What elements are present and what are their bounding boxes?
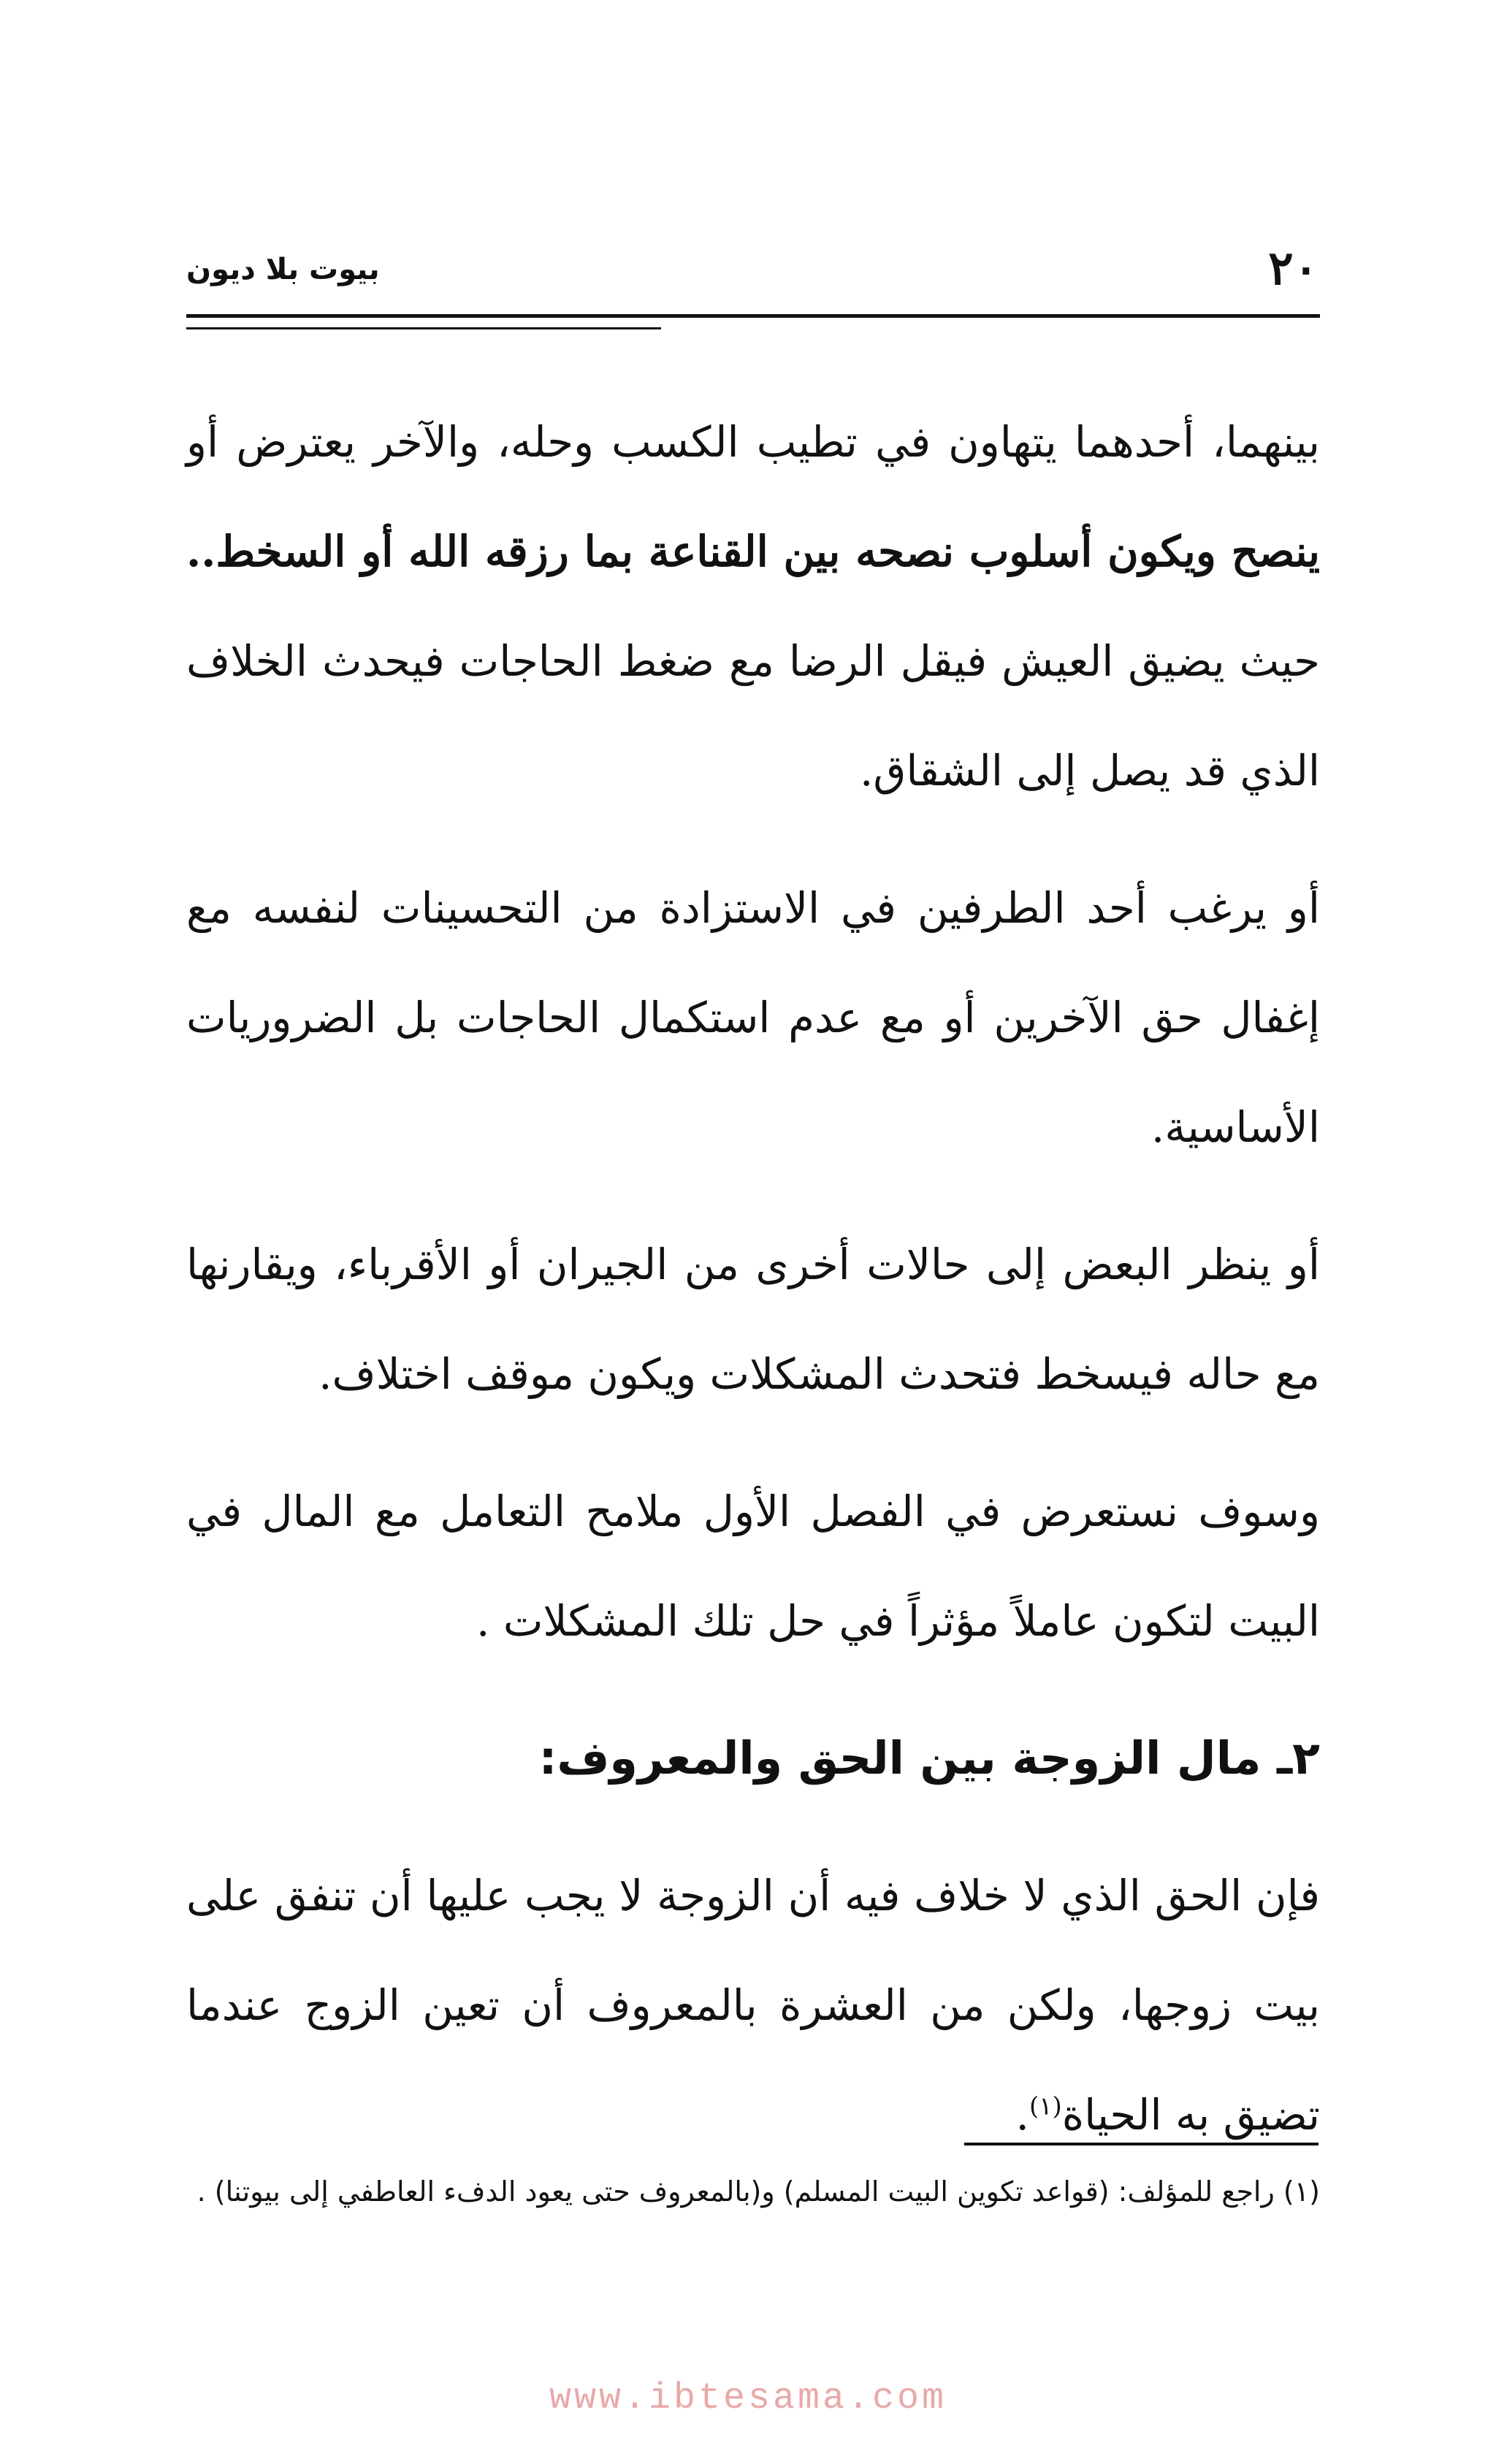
section-heading: ٢ـ مال الزوجة بين الحق والمعروف: (538, 1731, 1320, 1785)
paragraph-1-line-1: بينهما، أحدهما يتهاون في تطيب الكسب وحله، والآخر يعترض أو (186, 417, 1320, 467)
paragraph-1 (186, 387, 1320, 825)
paragraph-2: أو يرغب أحد الطرفين في الاستزادة من التحسينات لنفسه مع إغفال حق الآخرين أو مع عدم استكمال الحاجات بل الضروريات الأساسية. (186, 883, 1320, 1152)
paragraph-1-rest: حيث يضيق العيش فيقل الرضا مع ضغط الحاجات فيحدث الخلاف الذي قد يصل إلى الشقاق. (186, 636, 1320, 796)
page-number: ٢٠ (1268, 241, 1318, 296)
footnote-reference[interactable]: (١) (1028, 2091, 1062, 2121)
footnote: (١) راجع للمؤلف: (قواعد تكوين البيت المسلم) و(بالمعروف حتى يعود الدفء العاطفي إلى بيوتنا) . (196, 2175, 1320, 2208)
paragraph-5-end: . (1015, 2090, 1029, 2140)
book-title: بيوت بلا ديون (186, 253, 380, 286)
paragraph-1-line-2: ينصح ويكون أسلوب نصحه بين القناعة بما رزقه الله أو السخط.. (186, 527, 1320, 576)
watermark-url: www.ibtesama.com (549, 2378, 947, 2419)
header-rule-thin (186, 327, 661, 329)
body-text (186, 387, 1320, 2197)
running-header (186, 241, 1318, 321)
footnote-separator (964, 2143, 1318, 2145)
paragraph-3: أو ينظر البعض إلى حالات أخرى من الجيران أو الأقرباء، ويقارنها مع حاله فيسخط فتحدث المشكلات ويكون موقف اختلاف. (186, 1240, 1320, 1399)
paragraph-5-text: فإن الحق الذي لا خلاف فيه أن الزوجة لا يجب عليها أن تنفق على بيت زوجها، ولكن من العشرة بالمعروف أن تعين الزوج عندما تضيق به الحياة (186, 1871, 1320, 2140)
paragraph-4: وسوف نستعرض في الفصل الأول ملامح التعامل مع المال في البيت لتكون عاملاً مؤثراً في حل تلك المشكلات . (186, 1487, 1320, 1646)
paragraph-5 (186, 1841, 1320, 2170)
header-rule-thick (186, 314, 1320, 318)
